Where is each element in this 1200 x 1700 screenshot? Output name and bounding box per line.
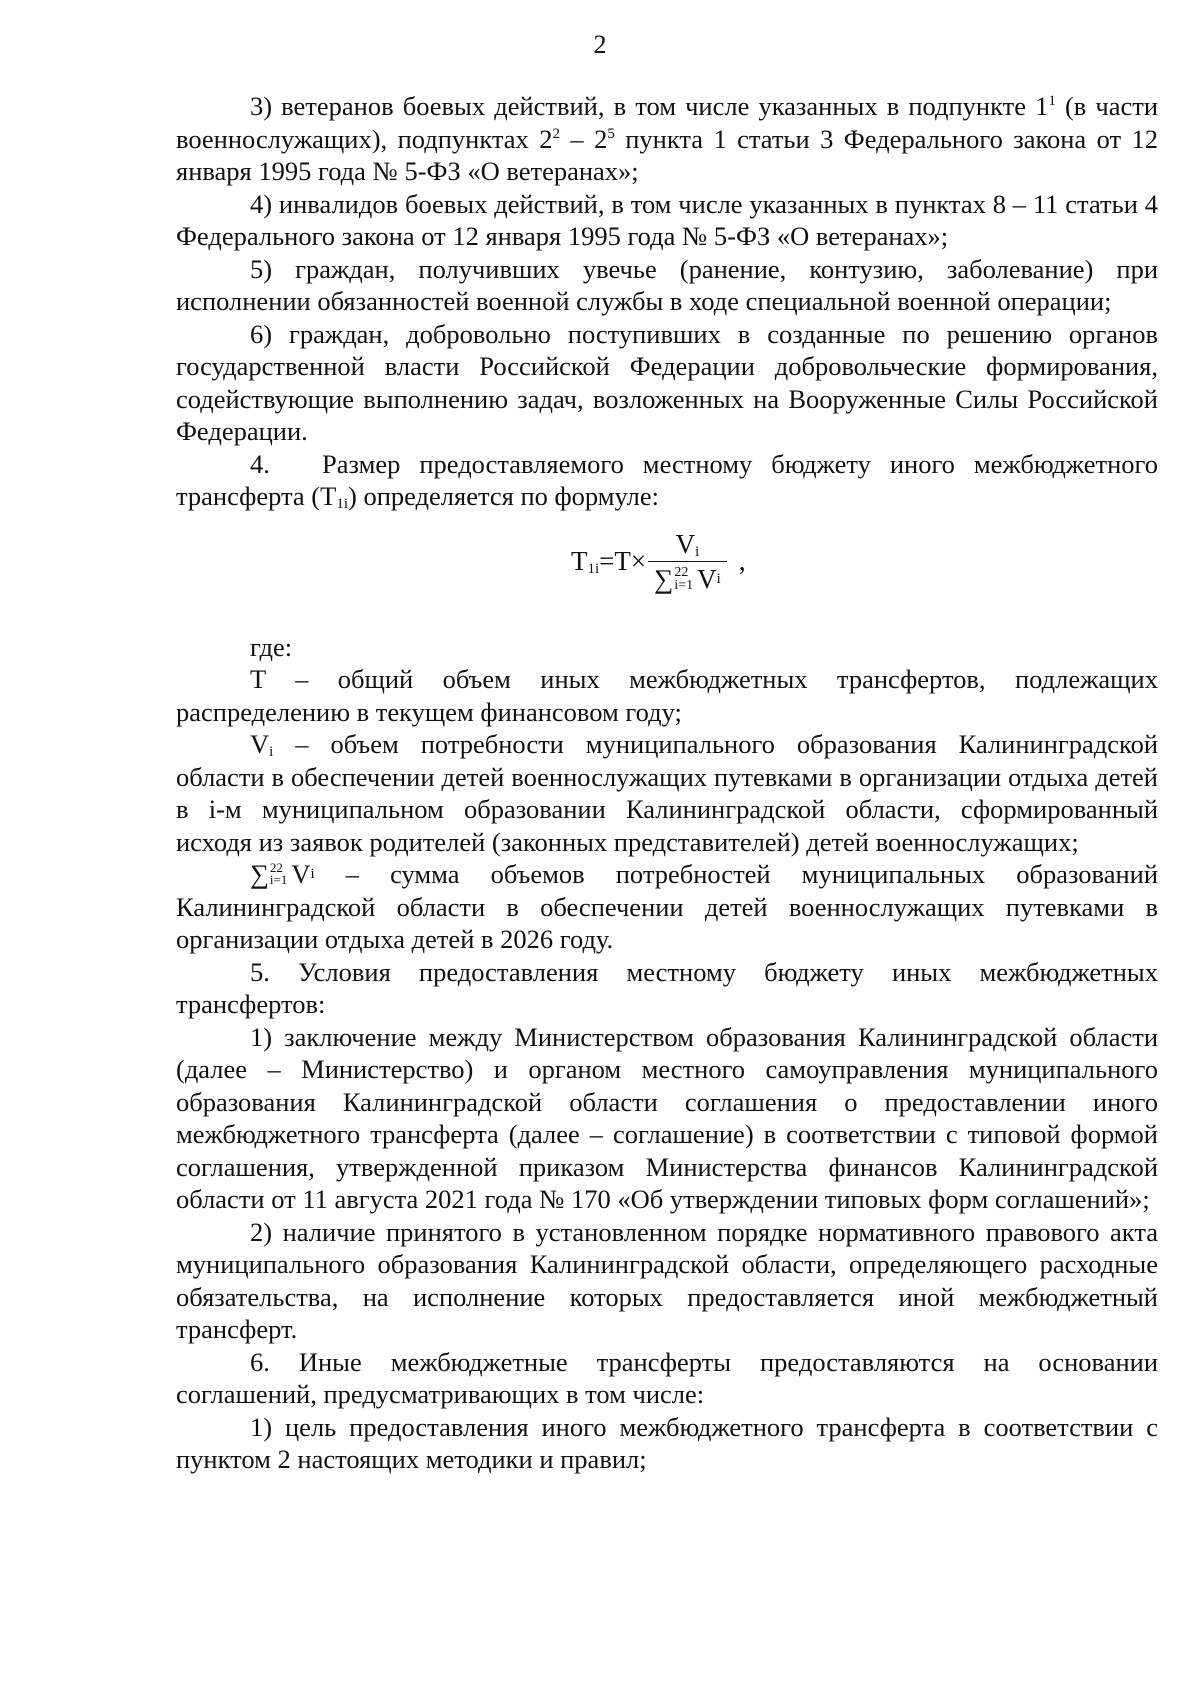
sum-lower-limit: i=1 [269,872,288,888]
inline-sum: ∑ 22 i=1 V i [250,859,315,889]
sum-symbol: ∑ [654,563,674,594]
sum-limits [270,862,287,886]
paragraph-agreement-purpose: 1) цель предоставления иного межбюджетного трансферта в соответствии с пунктом 2 настоящих методики и правил; [176,1411,1158,1474]
paragraph-conditions: 5. Условия предоставления местному бюджету иных межбюджетных трансфертов: [176,956,1158,1019]
paragraph-text: – 2 [559,123,608,154]
paragraph-disabled-veterans: 4) инвалидов боевых действий, в том числе указанных в пунктах 8 – 11 статьи 4 Федерального закона от 12 января 1995 года № 5-ФЗ «О ветеранах»; [176,188,1158,251]
sum-upper-limit: 22 [674,564,689,580]
paragraph-text: ) определяется по формуле: [348,481,659,511]
subscript: i [269,744,274,760]
paragraph-injured-citizens: 5) граждан, получивших увечье (ранение, контузию, заболевание) при исполнении обязанностей военной службы в ходе специальной военной операции; [176,253,1158,316]
paragraph-transfer-size [176,448,1158,513]
paragraph-text: – объем потребности муниципального образования Калининградской области в обеспечении детей военнослужащих путевками в организации отдыха детей в i-м муниципальном образовании Калининградской области, сформированный исходя из заявок родителей (законных представителей) детей военнослужащих; [176,729,1158,857]
superscript: 1 [1048,93,1056,110]
paragraph-text: (в части военнослужащих), подпунктах 2 [176,91,1159,154]
formula-symbol: V [250,729,270,759]
formula-denominator: ∑ 22 i=1 V i [654,563,721,594]
page-number: 2 [593,30,607,59]
formula-subscript: 1i [587,560,600,577]
paragraph-condition-legal-act: 2) наличие принятого в установленном порядке нормативного правового акта муниципального образования Калининградской области, определяющего расходные обязательства, на исполнение которых предоставляется иной межбюджетный трансферт. [176,1216,1158,1344]
item-number: 4. [250,448,270,479]
definition-sum [176,858,1158,956]
paragraph-text: Размер предоставляемого местному бюджету иного межбюджетного трансферта (T [176,448,1158,511]
sum-lower-limit: i=1 [674,577,694,593]
subscript: 1i [336,496,348,512]
paragraph-veterans [176,90,1158,188]
paragraph-where: где: [250,631,293,662]
sum-symbol: ∑ [250,859,269,889]
formula-equals: =T× [599,545,647,576]
paragraph-condition-agreement: 1) заключение между Министерством образования Калининградской области (далее – Министерство) и органом местного самоуправления муниципального образования Калининградской области соглашения о предоставлении иного межбюджетного трансферта (далее – соглашение) в соответствии с типовой формой соглашения, утвержденной приказом Министерства финансов Калининградской области от 11 августа 2021 года № 170 «Об утверждении типовых форм соглашений»; [176,1021,1158,1214]
formula-numerator [668,529,708,561]
definition-t: T – общий объем иных межбюджетных трансфертов, подлежащих распределению в текущем финансовом году; [176,664,1158,727]
paragraph-agreements: 6. Иные межбюджетные трансферты предоставляются на основании соглашений, предусматривающих в том числе: [176,1346,1158,1409]
formula-subscript: i [695,543,700,560]
superscript: 2 [552,125,560,142]
paragraph-text: – сумма объемов потребностей муниципальных образований Калининградской области в обеспечении детей военнослужащих путевками в организации отдыха детей в 2026 году. [176,859,1158,954]
paragraph-volunteers: 6) граждан, добровольно поступивших в созданные по решению органов государственной власти Российской Федерации добровольческие формирования, содействующие выполнению задач, возложенных на Вооруженные Силы Российской Федерации. [176,318,1158,446]
sum-limits [674,566,693,592]
paragraph-text: пункта 1 статьи 3 Федерального закона от 12 января 1995 года № 5-ФЗ «О ветеранах»; [176,123,1158,186]
document-body [176,90,1158,1476]
sum-upper-limit: 22 [269,860,283,876]
superscript: 5 [607,125,615,142]
definition-vi [176,728,1158,858]
formula-symbol: V [697,563,717,594]
paragraph-text: 3) ветеранов боевых действий, в том числе указанных в подпункте 1 [250,91,1049,121]
transfer-formula [176,513,1158,631]
formula-symbol: V [291,859,311,889]
formula-lhs [571,545,599,578]
formula-fraction [648,529,727,594]
formula-symbol: V [675,528,696,559]
formula-symbol: T [571,545,588,576]
formula-comma: , [738,545,746,576]
